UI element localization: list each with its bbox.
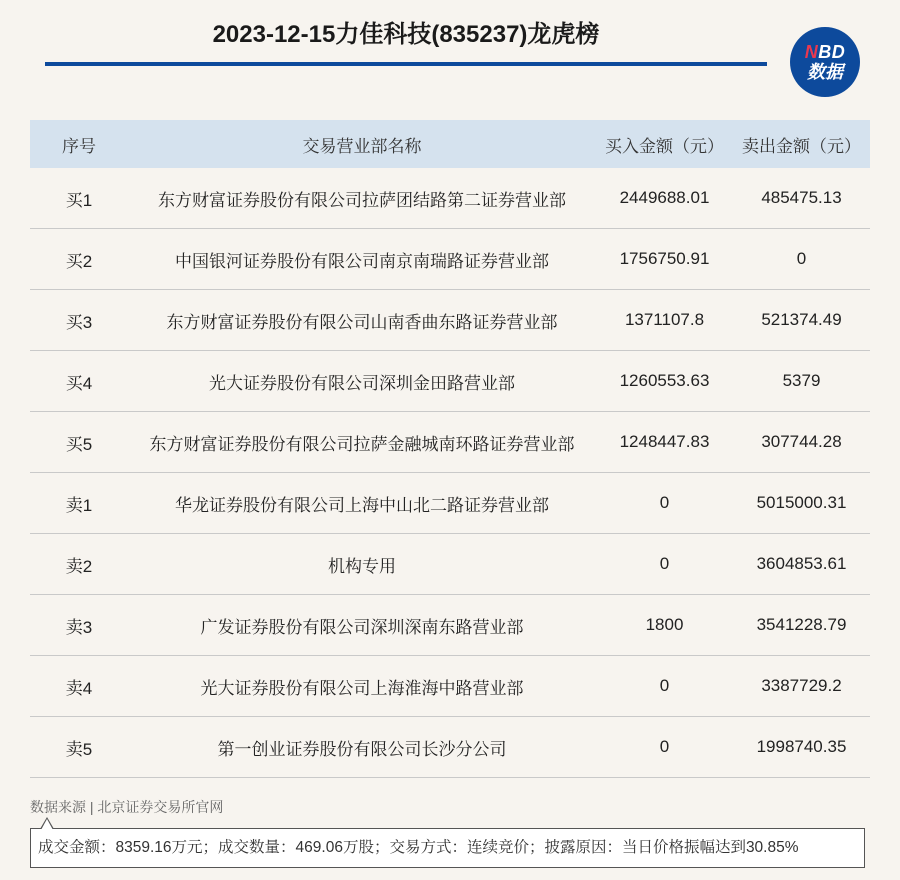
- cell-buy: 1248447.83: [596, 412, 733, 473]
- cell-sell: 307744.28: [733, 412, 870, 473]
- cell-sell: 5379: [733, 351, 870, 412]
- table-row: [30, 351, 870, 412]
- col-header-rank: 序号: [30, 120, 128, 168]
- cell-rank: 卖2: [30, 534, 128, 595]
- table-row: [30, 534, 870, 595]
- nbd-logo: [790, 27, 860, 97]
- col-header-sell: 卖出金额（元）: [733, 120, 870, 168]
- page-title: 2023-12-15力佳科技(835237)龙虎榜: [212, 21, 600, 48]
- col-header-branch: 交易营业部名称: [128, 120, 596, 168]
- table-row: [30, 717, 870, 778]
- table-row: [30, 290, 870, 351]
- logo-text-bottom: 数据: [807, 62, 843, 82]
- cell-sell: 3604853.61: [733, 534, 870, 595]
- cell-rank: 买4: [30, 351, 128, 412]
- table-row: [30, 168, 870, 229]
- cell-buy: 0: [596, 656, 733, 717]
- table-row: [30, 595, 870, 656]
- cell-buy: 1260553.63: [596, 351, 733, 412]
- cell-buy: 1371107.8: [596, 290, 733, 351]
- cell-rank: 买2: [30, 229, 128, 290]
- cell-branch: 光大证券股份有限公司上海淮海中路营业部: [128, 656, 596, 717]
- cell-rank: 卖5: [30, 717, 128, 778]
- cell-buy: 0: [596, 534, 733, 595]
- table-row: [30, 229, 870, 290]
- cell-buy: 0: [596, 473, 733, 534]
- cell-rank: 卖1: [30, 473, 128, 534]
- cell-buy: 1800: [596, 595, 733, 656]
- table-row: [30, 473, 870, 534]
- cell-rank: 买3: [30, 290, 128, 351]
- note-pointer-fill: [41, 819, 53, 830]
- cell-branch: 东方财富证券股份有限公司拉萨团结路第二证券营业部: [128, 168, 596, 229]
- cell-rank: 卖4: [30, 656, 128, 717]
- cell-sell: 485475.13: [733, 168, 870, 229]
- cell-sell: 3387729.2: [733, 656, 870, 717]
- col-header-buy: 买入金额（元）: [596, 120, 733, 168]
- cell-buy: 0: [596, 717, 733, 778]
- cell-sell: 521374.49: [733, 290, 870, 351]
- cell-rank: 买1: [30, 168, 128, 229]
- cell-sell: 1998740.35: [733, 717, 870, 778]
- cell-sell: 3541228.79: [733, 595, 870, 656]
- cell-buy: 1756750.91: [596, 229, 733, 290]
- cell-branch: 机构专用: [128, 534, 596, 595]
- trade-summary-note: 成交金额：8359.16万元；成交数量：469.06万股；交易方式：连续竞价；披露原因：当日价格振幅达到30.85%: [30, 828, 865, 868]
- cell-rank: 卖3: [30, 595, 128, 656]
- cell-branch: 东方财富证券股份有限公司山南香曲东路证券营业部: [128, 290, 596, 351]
- cell-branch: 中国银河证券股份有限公司南京南瑞路证券营业部: [128, 229, 596, 290]
- cell-rank: 买5: [30, 412, 128, 473]
- data-source: 数据来源 | 北京证券交易所官网: [30, 799, 224, 815]
- cell-sell: 5015000.31: [733, 473, 870, 534]
- title-underline: [45, 62, 767, 66]
- dragon-tiger-table: [30, 120, 870, 778]
- cell-sell: 0: [733, 229, 870, 290]
- cell-buy: 2449688.01: [596, 168, 733, 229]
- cell-branch: 广发证券股份有限公司深圳深南东路营业部: [128, 595, 596, 656]
- cell-branch: 第一创业证券股份有限公司长沙分公司: [128, 717, 596, 778]
- table-row: [30, 412, 870, 473]
- table-row: [30, 656, 870, 717]
- cell-branch: 光大证券股份有限公司深圳金田路营业部: [128, 351, 596, 412]
- cell-branch: 华龙证券股份有限公司上海中山北二路证券营业部: [128, 473, 596, 534]
- table-header-row: [30, 120, 870, 168]
- logo-text-top: NBD: [804, 42, 846, 62]
- cell-branch: 东方财富证券股份有限公司拉萨金融城南环路证券营业部: [128, 412, 596, 473]
